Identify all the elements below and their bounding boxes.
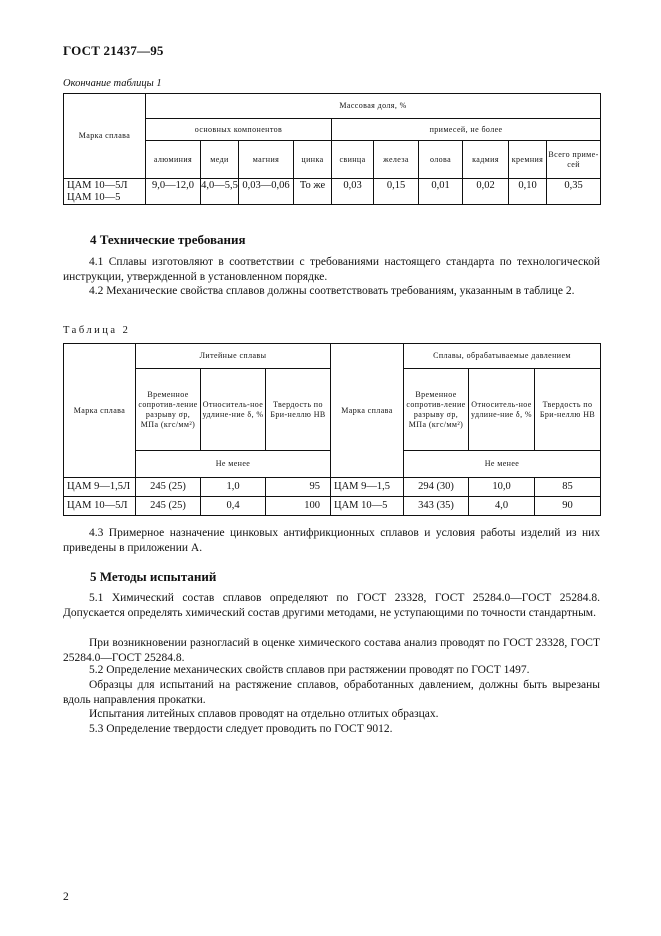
t1-val-zn: То же [294, 179, 332, 205]
document-header: ГОСТ 21437—95 [63, 43, 164, 58]
t1-val-pb: 0,03 [332, 179, 374, 205]
t1-col-cu: меди [201, 141, 239, 179]
t2-r2-elong1: 0,4 [201, 497, 266, 516]
t2-r1-tensile1: 245 (25) [136, 478, 201, 497]
section5-p3: 5.2 Определение механических свойств сплавов при растяжении проводят по ГОСТ 1497. [89, 664, 530, 676]
t2-col-elong-2: Относитель-ное удлине-ние δ, % [469, 369, 535, 451]
t2-col-elong-1: Относитель-ное удлине-ние δ, % [201, 369, 266, 451]
t2-r2-grade1: ЦАМ 10—5Л [64, 497, 136, 516]
t1-col-zn: цинка [294, 141, 332, 179]
t2-r1-hard2: 85 [535, 478, 601, 497]
section4-p1: 4.1 Сплавы изготовляют в соответствии с требованиями настоящего стандарта по технологической инструкции, утвержденной в установленном порядке. [63, 256, 600, 283]
t2-r2-elong2: 4,0 [469, 497, 535, 516]
t1-col-si: кремния [509, 141, 547, 179]
section5-p4: Образцы для испытаний на растяжение сплавов, обработанных давлением, должны быть вырезаны вдоль направления прокатки. [63, 679, 600, 706]
t2-r2-hard1: 100 [266, 497, 331, 516]
t1-val-fe: 0,15 [374, 179, 419, 205]
section5-p2: При возникновении разногласий в оценке химического состава анализ проводят по ГОСТ 23328, ГОСТ 25284.0—ГОСТ 25284.8. [63, 637, 600, 664]
para-4-3: 4.3 Примерное назначение цинковых антифрикционных сплавов и условия работы изделий из них приведены в приложении А. [63, 527, 600, 554]
t2-col-tensile-2: Временное сопротив-ление разрыву σр, МПа (кгс/мм²) [404, 369, 469, 451]
t1-row-grades [64, 179, 146, 205]
t1-val-si: 0,10 [509, 179, 547, 205]
t1-header-impurities: примесей, не более [332, 119, 601, 141]
table2-label: Таблица 2 [63, 325, 131, 336]
t1-header-main: основных компонентов [146, 119, 332, 141]
t2-col-tensile-1: Временное сопротив-ление разрыву σр, МПа (кгс/мм²) [136, 369, 201, 451]
t2-r1-tensile2: 294 (30) [404, 478, 469, 497]
t2-r2-tensile2: 343 (35) [404, 497, 469, 516]
t2-r1-elong2: 10,0 [469, 478, 535, 497]
t1-val-sn: 0,01 [419, 179, 463, 205]
t2-not-less-2: Не менее [404, 451, 601, 478]
t1-val-cu: 4,0—5,5 [201, 179, 239, 205]
section5-p5: Испытания литейных сплавов проводят на отдельно отлитых образцах. [89, 708, 439, 720]
page-number: 2 [63, 891, 69, 903]
t1-col-cd: кадмия [463, 141, 509, 179]
t1-col-total: Всего приме-сей [547, 141, 601, 179]
t2-col-hard-2: Твердость по Бри-неллю НВ [535, 369, 601, 451]
table1-caption: Окончание таблицы 1 [63, 78, 162, 89]
t1-val-al: 9,0—12,0 [146, 179, 201, 205]
t1-val-total: 0,35 [547, 179, 601, 205]
t2-r2-grade2: ЦАМ 10—5 [331, 497, 404, 516]
section4-title: 4 Технические требования [90, 232, 246, 247]
t1-col-mg: магния [239, 141, 294, 179]
table2 [63, 343, 601, 516]
t1-grade-2: ЦАМ 10—5 [67, 191, 121, 203]
section5-title: 5 Методы испытаний [90, 569, 217, 584]
t1-val-cd: 0,02 [463, 179, 509, 205]
t2-header-grade-cast: Марка сплава [64, 344, 136, 478]
t2-r1-grade1: ЦАМ 9—1,5Л [64, 478, 136, 497]
t2-r1-elong1: 1,0 [201, 478, 266, 497]
t1-grade-1: ЦАМ 10—5Л [67, 179, 128, 191]
t1-header-grade: Марка сплава [64, 94, 146, 179]
t2-r1-hard1: 95 [266, 478, 331, 497]
t1-val-mg: 0,03—0,06 [239, 179, 294, 205]
t1-col-sn: олова [419, 141, 463, 179]
t1-col-al: алюминия [146, 141, 201, 179]
t2-r2-hard2: 90 [535, 497, 601, 516]
t2-header-wrought: Сплавы, обрабатываемые давлением [404, 344, 601, 369]
t2-not-less-1: Не менее [136, 451, 331, 478]
section4-p2: 4.2 Механические свойства сплавов должны соответствовать требованиям, указанным в таблице 2. [89, 285, 575, 297]
section5-p1: 5.1 Химический состав сплавов определяют по ГОСТ 23328, ГОСТ 25284.0—ГОСТ 25284.8. Допускается определять химический состав другими методами, не уступающими по точности стандартным. [63, 592, 600, 619]
t2-r1-grade2: ЦАМ 9—1,5 [331, 478, 404, 497]
t1-header-mass-fraction: Массовая доля, % [146, 94, 601, 119]
t1-col-pb: свинца [332, 141, 374, 179]
t2-header-grade-wrought: Марка сплава [331, 344, 404, 478]
t2-r2-tensile1: 245 (25) [136, 497, 201, 516]
t1-col-fe: железа [374, 141, 419, 179]
table1 [63, 93, 601, 205]
section5-p6: 5.3 Определение твердости следует проводить по ГОСТ 9012. [89, 723, 393, 735]
t2-col-hard-1: Твердость по Бри-неллю НВ [266, 369, 331, 451]
t2-header-cast: Литейные сплавы [136, 344, 331, 369]
